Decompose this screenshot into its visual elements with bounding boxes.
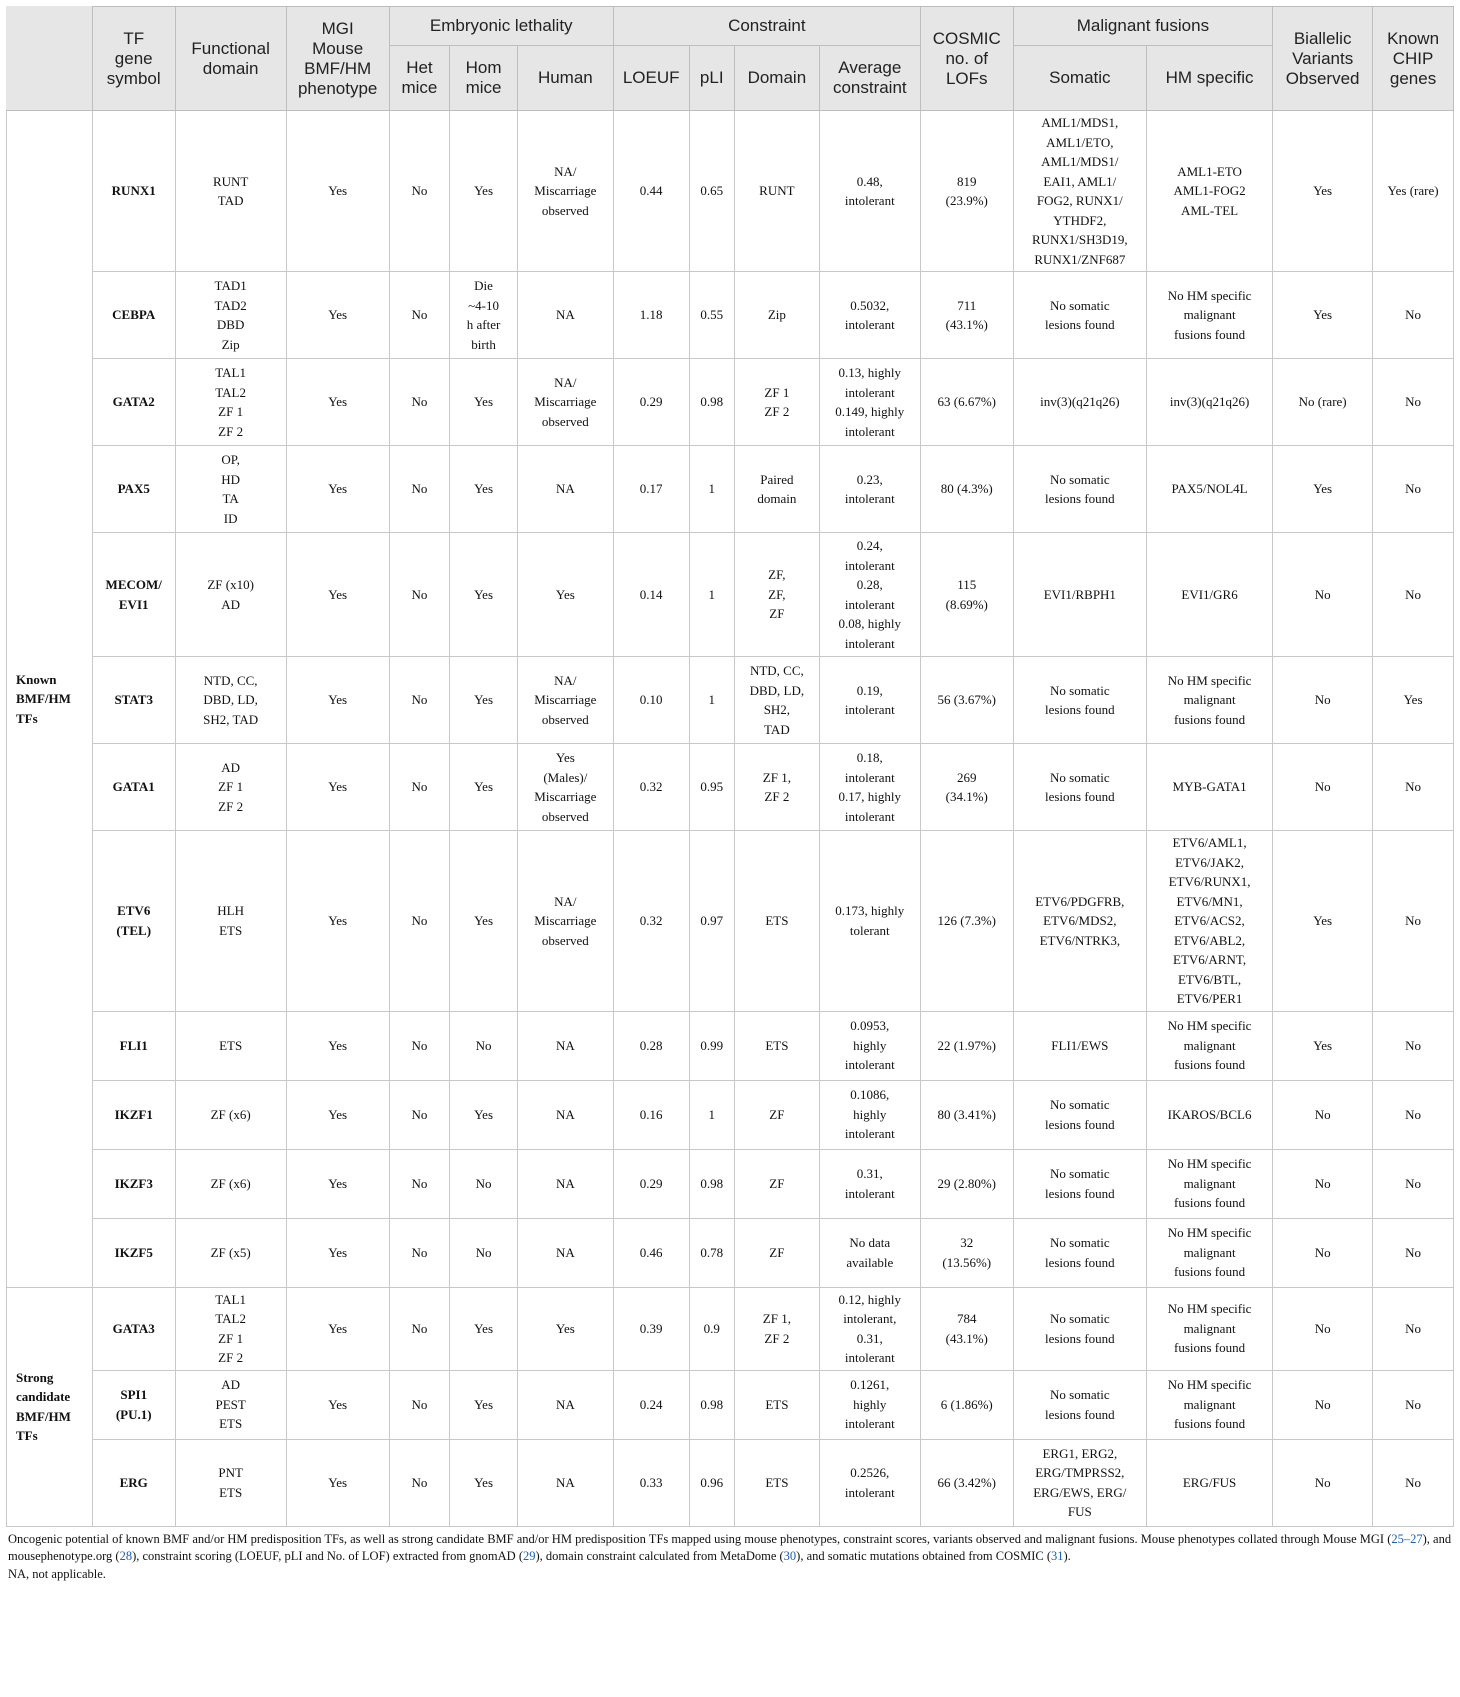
chip-cell: No: [1373, 533, 1454, 657]
chip-cell: Yes: [1373, 657, 1454, 744]
header-average-constraint: Average constraint: [819, 46, 920, 111]
footnote-ref-link[interactable]: 29: [522, 1549, 536, 1563]
hom-mice-cell: Yes: [450, 359, 518, 446]
biallelic-cell: No: [1273, 1439, 1373, 1526]
table-row: [7, 533, 1454, 657]
gene-cell: ERG: [92, 1439, 175, 1526]
pli-cell: 0.9: [689, 1287, 734, 1370]
average-constraint-cell: 0.2526, intolerant: [819, 1439, 920, 1526]
somatic-fusion-cell: No somatic lesions found: [1013, 1218, 1146, 1287]
chip-cell: No: [1373, 1149, 1454, 1218]
human-lethality-cell: NA: [517, 1218, 613, 1287]
cosmic-lof-cell: 711 (43.1%): [920, 272, 1013, 359]
human-lethality-cell: NA/ Miscarriage observed: [517, 359, 613, 446]
header-functional-domain: Functional domain: [175, 7, 286, 111]
cosmic-lof-cell: 66 (3.42%): [920, 1439, 1013, 1526]
header-pli: pLI: [689, 46, 734, 111]
human-lethality-cell: NA/ Miscarriage observed: [517, 831, 613, 1012]
hom-mice-cell: No: [450, 1149, 518, 1218]
footnote-ref-link[interactable]: 31: [1051, 1549, 1064, 1563]
mgi-phenotype-cell: Yes: [286, 1370, 389, 1439]
functional-domain-cell: RUNT TAD: [175, 111, 286, 272]
tf-table: [6, 6, 1454, 1527]
average-constraint-cell: 0.1261, highly intolerant: [819, 1370, 920, 1439]
mgi-phenotype-cell: Yes: [286, 446, 389, 533]
loeuf-cell: 0.32: [613, 744, 689, 831]
pli-cell: 1: [689, 446, 734, 533]
domain-cell: ETS: [734, 1011, 819, 1080]
het-mice-cell: No: [389, 1370, 450, 1439]
loeuf-cell: 0.28: [613, 1011, 689, 1080]
hm-specific-fusion-cell: No HM specific malignant fusions found: [1146, 1011, 1272, 1080]
hom-mice-cell: No: [450, 1218, 518, 1287]
header-cosmic: COSMIC no. of LOFs: [920, 7, 1013, 111]
mgi-phenotype-cell: Yes: [286, 272, 389, 359]
pli-cell: 1: [689, 657, 734, 744]
functional-domain-cell: ETS: [175, 1011, 286, 1080]
average-constraint-cell: 0.5032, intolerant: [819, 272, 920, 359]
het-mice-cell: No: [389, 1149, 450, 1218]
het-mice-cell: No: [389, 1011, 450, 1080]
average-constraint-cell: 0.48, intolerant: [819, 111, 920, 272]
somatic-fusion-cell: No somatic lesions found: [1013, 272, 1146, 359]
functional-domain-cell: ZF (x6): [175, 1080, 286, 1149]
het-mice-cell: No: [389, 657, 450, 744]
hm-specific-fusion-cell: AML1-ETO AML1-FOG2 AML-TEL: [1146, 111, 1272, 272]
group-label-known: Known BMF/HM TFs: [7, 111, 93, 1288]
somatic-fusion-cell: No somatic lesions found: [1013, 744, 1146, 831]
header-hm-specific: HM specific: [1146, 46, 1272, 111]
hom-mice-cell: Yes: [450, 657, 518, 744]
somatic-fusion-cell: No somatic lesions found: [1013, 1370, 1146, 1439]
domain-cell: ZF: [734, 1149, 819, 1218]
table-row: [7, 1370, 1454, 1439]
domain-cell: Zip: [734, 272, 819, 359]
chip-cell: Yes (rare): [1373, 111, 1454, 272]
average-constraint-cell: 0.19, intolerant: [819, 657, 920, 744]
biallelic-cell: Yes: [1273, 446, 1373, 533]
gene-cell: ETV6 (TEL): [92, 831, 175, 1012]
gene-cell: STAT3: [92, 657, 175, 744]
table-row: [7, 657, 1454, 744]
hom-mice-cell: Yes: [450, 831, 518, 1012]
hm-specific-fusion-cell: No HM specific malignant fusions found: [1146, 1370, 1272, 1439]
cosmic-lof-cell: 269 (34.1%): [920, 744, 1013, 831]
chip-cell: No: [1373, 446, 1454, 533]
functional-domain-cell: TAL1 TAL2 ZF 1 ZF 2: [175, 359, 286, 446]
domain-cell: ZF: [734, 1218, 819, 1287]
somatic-fusion-cell: No somatic lesions found: [1013, 657, 1146, 744]
somatic-fusion-cell: EVI1/RBPH1: [1013, 533, 1146, 657]
loeuf-cell: 0.10: [613, 657, 689, 744]
gene-cell: GATA1: [92, 744, 175, 831]
mgi-phenotype-cell: Yes: [286, 744, 389, 831]
domain-cell: ETS: [734, 1370, 819, 1439]
het-mice-cell: No: [389, 111, 450, 272]
domain-cell: ZF 1 ZF 2: [734, 359, 819, 446]
domain-cell: ETS: [734, 831, 819, 1012]
mgi-phenotype-cell: Yes: [286, 1149, 389, 1218]
header-constraint: Constraint: [613, 7, 920, 46]
hm-specific-fusion-cell: EVI1/GR6: [1146, 533, 1272, 657]
pli-cell: 1: [689, 1080, 734, 1149]
human-lethality-cell: NA: [517, 1370, 613, 1439]
hm-specific-fusion-cell: ERG/FUS: [1146, 1439, 1272, 1526]
functional-domain-cell: OP, HD TA ID: [175, 446, 286, 533]
het-mice-cell: No: [389, 359, 450, 446]
loeuf-cell: 1.18: [613, 272, 689, 359]
chip-cell: No: [1373, 831, 1454, 1012]
mgi-phenotype-cell: Yes: [286, 1080, 389, 1149]
mgi-phenotype-cell: Yes: [286, 1287, 389, 1370]
loeuf-cell: 0.14: [613, 533, 689, 657]
average-constraint-cell: 0.24, intolerant 0.28, intolerant 0.08, highly intolerant: [819, 533, 920, 657]
hom-mice-cell: Yes: [450, 446, 518, 533]
average-constraint-cell: 0.13, highly intolerant 0.149, highly intolerant: [819, 359, 920, 446]
group-label-strong-candidate: Strong candidate BMF/HM TFs: [7, 1287, 93, 1526]
biallelic-cell: No: [1273, 1370, 1373, 1439]
header-mgi: MGI Mouse BMF/HM phenotype: [286, 7, 389, 111]
somatic-fusion-cell: ETV6/PDGFRB, ETV6/MDS2, ETV6/NTRK3,: [1013, 831, 1146, 1012]
header-human: Human: [517, 46, 613, 111]
pli-cell: 0.97: [689, 831, 734, 1012]
hm-specific-fusion-cell: No HM specific malignant fusions found: [1146, 1218, 1272, 1287]
human-lethality-cell: NA: [517, 1080, 613, 1149]
hm-specific-fusion-cell: IKAROS/BCL6: [1146, 1080, 1272, 1149]
het-mice-cell: No: [389, 272, 450, 359]
pli-cell: 0.98: [689, 359, 734, 446]
table-row: [7, 272, 1454, 359]
somatic-fusion-cell: inv(3)(q21q26): [1013, 359, 1146, 446]
header-hom-mice: Hom mice: [450, 46, 518, 111]
human-lethality-cell: NA/ Miscarriage observed: [517, 111, 613, 272]
domain-cell: Paired domain: [734, 446, 819, 533]
average-constraint-cell: 0.1086, highly intolerant: [819, 1080, 920, 1149]
cosmic-lof-cell: 115 (8.69%): [920, 533, 1013, 657]
pli-cell: 0.55: [689, 272, 734, 359]
hom-mice-cell: Yes: [450, 1439, 518, 1526]
loeuf-cell: 0.17: [613, 446, 689, 533]
somatic-fusion-cell: AML1/MDS1, AML1/ETO, AML1/MDS1/ EAI1, AML1/ FOG2, RUNX1/ YTHDF2, RUNX1/SH3D19, RUNX1/ZNF687: [1013, 111, 1146, 272]
header-chip: Known CHIP genes: [1373, 7, 1454, 111]
somatic-fusion-cell: No somatic lesions found: [1013, 1080, 1146, 1149]
cosmic-lof-cell: 80 (3.41%): [920, 1080, 1013, 1149]
hm-specific-fusion-cell: MYB-GATA1: [1146, 744, 1272, 831]
hm-specific-fusion-cell: ETV6/AML1, ETV6/JAK2, ETV6/RUNX1, ETV6/MN1, ETV6/ACS2, ETV6/ABL2, ETV6/ARNT, ETV6/BTL, ETV6/PER1: [1146, 831, 1272, 1012]
gene-cell: FLI1: [92, 1011, 175, 1080]
chip-cell: No: [1373, 359, 1454, 446]
pli-cell: 0.96: [689, 1439, 734, 1526]
table-row: [7, 744, 1454, 831]
gene-cell: IKZF5: [92, 1218, 175, 1287]
average-constraint-cell: 0.31, intolerant: [819, 1149, 920, 1218]
biallelic-cell: No: [1273, 1287, 1373, 1370]
biallelic-cell: No: [1273, 1149, 1373, 1218]
average-constraint-cell: 0.23, intolerant: [819, 446, 920, 533]
functional-domain-cell: PNT ETS: [175, 1439, 286, 1526]
mgi-phenotype-cell: Yes: [286, 657, 389, 744]
het-mice-cell: No: [389, 1218, 450, 1287]
biallelic-cell: No (rare): [1273, 359, 1373, 446]
biallelic-cell: No: [1273, 1218, 1373, 1287]
header-het-mice: Het mice: [389, 46, 450, 111]
header-somatic: Somatic: [1013, 46, 1146, 111]
hom-mice-cell: Yes: [450, 744, 518, 831]
gene-cell: IKZF1: [92, 1080, 175, 1149]
table-footnote: [6, 1531, 1454, 1584]
human-lethality-cell: NA: [517, 272, 613, 359]
chip-cell: No: [1373, 1080, 1454, 1149]
functional-domain-cell: NTD, CC, DBD, LD, SH2, TAD: [175, 657, 286, 744]
somatic-fusion-cell: ERG1, ERG2, ERG/TMPRSS2, ERG/EWS, ERG/ FUS: [1013, 1439, 1146, 1526]
biallelic-cell: No: [1273, 657, 1373, 744]
hm-specific-fusion-cell: PAX5/NOL4L: [1146, 446, 1272, 533]
chip-cell: No: [1373, 1218, 1454, 1287]
gene-cell: PAX5: [92, 446, 175, 533]
somatic-fusion-cell: FLI1/EWS: [1013, 1011, 1146, 1080]
human-lethality-cell: Yes: [517, 1287, 613, 1370]
het-mice-cell: No: [389, 1439, 450, 1526]
functional-domain-cell: ZF (x5): [175, 1218, 286, 1287]
hom-mice-cell: Yes: [450, 1370, 518, 1439]
human-lethality-cell: NA: [517, 446, 613, 533]
mgi-phenotype-cell: Yes: [286, 1218, 389, 1287]
mgi-phenotype-cell: Yes: [286, 111, 389, 272]
human-lethality-cell: NA: [517, 1149, 613, 1218]
gene-cell: CEBPA: [92, 272, 175, 359]
functional-domain-cell: TAD1 TAD2 DBD Zip: [175, 272, 286, 359]
header-biallelic: Biallelic Variants Observed: [1273, 7, 1373, 111]
table-row: [7, 1287, 1454, 1370]
table-row: [7, 1218, 1454, 1287]
pli-cell: 0.99: [689, 1011, 734, 1080]
table-row: [7, 831, 1454, 1012]
het-mice-cell: No: [389, 533, 450, 657]
pli-cell: 0.78: [689, 1218, 734, 1287]
loeuf-cell: 0.39: [613, 1287, 689, 1370]
domain-cell: ZF, ZF, ZF: [734, 533, 819, 657]
somatic-fusion-cell: No somatic lesions found: [1013, 1287, 1146, 1370]
table-row: [7, 446, 1454, 533]
domain-cell: NTD, CC, DBD, LD, SH2, TAD: [734, 657, 819, 744]
loeuf-cell: 0.29: [613, 359, 689, 446]
hom-mice-cell: Yes: [450, 111, 518, 272]
table-container: [6, 6, 1454, 1583]
domain-cell: RUNT: [734, 111, 819, 272]
functional-domain-cell: AD ZF 1 ZF 2: [175, 744, 286, 831]
chip-cell: No: [1373, 744, 1454, 831]
cosmic-lof-cell: 63 (6.67%): [920, 359, 1013, 446]
cosmic-lof-cell: 784 (43.1%): [920, 1287, 1013, 1370]
hm-specific-fusion-cell: No HM specific malignant fusions found: [1146, 1149, 1272, 1218]
biallelic-cell: No: [1273, 1080, 1373, 1149]
average-constraint-cell: 0.18, intolerant 0.17, highly intolerant: [819, 744, 920, 831]
chip-cell: No: [1373, 272, 1454, 359]
average-constraint-cell: 0.173, highly tolerant: [819, 831, 920, 1012]
table-row: [7, 359, 1454, 446]
cosmic-lof-cell: 22 (1.97%): [920, 1011, 1013, 1080]
biallelic-cell: Yes: [1273, 111, 1373, 272]
chip-cell: No: [1373, 1439, 1454, 1526]
footnote-abbreviation: NA, not applicable.: [8, 1566, 106, 1581]
hom-mice-cell: Die ~4-10 h after birth: [450, 272, 518, 359]
loeuf-cell: 0.44: [613, 111, 689, 272]
hm-specific-fusion-cell: No HM specific malignant fusions found: [1146, 1287, 1272, 1370]
footnote-ref-link[interactable]: 30: [783, 1549, 797, 1563]
het-mice-cell: No: [389, 831, 450, 1012]
cosmic-lof-cell: 56 (3.67%): [920, 657, 1013, 744]
hm-specific-fusion-cell: No HM specific malignant fusions found: [1146, 272, 1272, 359]
pli-cell: 0.98: [689, 1370, 734, 1439]
table-row: [7, 1149, 1454, 1218]
mgi-phenotype-cell: Yes: [286, 831, 389, 1012]
gene-cell: SPI1 (PU.1): [92, 1370, 175, 1439]
header-domain: Domain: [734, 46, 819, 111]
domain-cell: ZF 1, ZF 2: [734, 1287, 819, 1370]
functional-domain-cell: TAL1 TAL2 ZF 1 ZF 2: [175, 1287, 286, 1370]
somatic-fusion-cell: No somatic lesions found: [1013, 446, 1146, 533]
pli-cell: 0.65: [689, 111, 734, 272]
biallelic-cell: Yes: [1273, 272, 1373, 359]
cosmic-lof-cell: 819 (23.9%): [920, 111, 1013, 272]
loeuf-cell: 0.24: [613, 1370, 689, 1439]
hom-mice-cell: No: [450, 1011, 518, 1080]
mgi-phenotype-cell: Yes: [286, 1011, 389, 1080]
functional-domain-cell: ZF (x10) AD: [175, 533, 286, 657]
het-mice-cell: No: [389, 446, 450, 533]
human-lethality-cell: Yes (Males)/ Miscarriage observed: [517, 744, 613, 831]
somatic-fusion-cell: No somatic lesions found: [1013, 1149, 1146, 1218]
hom-mice-cell: Yes: [450, 1080, 518, 1149]
mgi-phenotype-cell: Yes: [286, 533, 389, 657]
pli-cell: 0.95: [689, 744, 734, 831]
pli-cell: 1: [689, 533, 734, 657]
human-lethality-cell: NA/ Miscarriage observed: [517, 657, 613, 744]
mgi-phenotype-cell: Yes: [286, 1439, 389, 1526]
gene-cell: GATA2: [92, 359, 175, 446]
chip-cell: No: [1373, 1370, 1454, 1439]
cosmic-lof-cell: 32 (13.56%): [920, 1218, 1013, 1287]
pli-cell: 0.98: [689, 1149, 734, 1218]
average-constraint-cell: No data available: [819, 1218, 920, 1287]
biallelic-cell: Yes: [1273, 831, 1373, 1012]
table-row: [7, 1080, 1454, 1149]
average-constraint-cell: 0.0953, highly intolerant: [819, 1011, 920, 1080]
hm-specific-fusion-cell: No HM specific malignant fusions found: [1146, 657, 1272, 744]
loeuf-cell: 0.16: [613, 1080, 689, 1149]
loeuf-cell: 0.46: [613, 1218, 689, 1287]
cosmic-lof-cell: 6 (1.86%): [920, 1370, 1013, 1439]
human-lethality-cell: NA: [517, 1439, 613, 1526]
gene-cell: MECOM/ EVI1: [92, 533, 175, 657]
hm-specific-fusion-cell: inv(3)(q21q26): [1146, 359, 1272, 446]
footnote-ref-link[interactable]: 25–27: [1391, 1531, 1423, 1546]
average-constraint-cell: 0.12, highly intolerant, 0.31, intolerant: [819, 1287, 920, 1370]
het-mice-cell: No: [389, 1287, 450, 1370]
mgi-phenotype-cell: Yes: [286, 359, 389, 446]
domain-cell: ZF: [734, 1080, 819, 1149]
cosmic-lof-cell: 126 (7.3%): [920, 831, 1013, 1012]
human-lethality-cell: Yes: [517, 533, 613, 657]
loeuf-cell: 0.32: [613, 831, 689, 1012]
gene-cell: GATA3: [92, 1287, 175, 1370]
table-row: [7, 1011, 1454, 1080]
domain-cell: ZF 1, ZF 2: [734, 744, 819, 831]
cosmic-lof-cell: 29 (2.80%): [920, 1149, 1013, 1218]
biallelic-cell: No: [1273, 744, 1373, 831]
loeuf-cell: 0.33: [613, 1439, 689, 1526]
chip-cell: No: [1373, 1011, 1454, 1080]
chip-cell: No: [1373, 1287, 1454, 1370]
functional-domain-cell: AD PEST ETS: [175, 1370, 286, 1439]
functional-domain-cell: HLH ETS: [175, 831, 286, 1012]
footnote-ref-link[interactable]: 28: [119, 1549, 133, 1563]
header-embryonic-lethality: Embryonic lethality: [389, 7, 613, 46]
cosmic-lof-cell: 80 (4.3%): [920, 446, 1013, 533]
loeuf-cell: 0.29: [613, 1149, 689, 1218]
gene-cell: IKZF3: [92, 1149, 175, 1218]
header-loeuf: LOEUF: [613, 46, 689, 111]
het-mice-cell: No: [389, 744, 450, 831]
biallelic-cell: Yes: [1273, 1011, 1373, 1080]
het-mice-cell: No: [389, 1080, 450, 1149]
functional-domain-cell: ZF (x6): [175, 1149, 286, 1218]
table-row: [7, 111, 1454, 272]
biallelic-cell: No: [1273, 533, 1373, 657]
hom-mice-cell: Yes: [450, 1287, 518, 1370]
footnote-description: Oncogenic potential of known BMF and/or HM predisposition TFs, as well as strong candidate BMF and/or HM predisposition TFs mapped using mouse phenotypes, constraint scores, variants observed and malignant fusions. Mouse phenotypes collated through Mouse MGI (25–27), and mousephenotype.org (28), constraint scoring (LOEUF, pLI and No. of LOF) extracted from gnomAD (29), domain constraint calculated from MetaDome (30), and somatic mutations obtained from COSMIC (31).: [8, 1531, 1452, 1563]
domain-cell: ETS: [734, 1439, 819, 1526]
hom-mice-cell: Yes: [450, 533, 518, 657]
header-tf-gene-symbol: TF gene symbol: [92, 7, 175, 111]
gene-cell: RUNX1: [92, 111, 175, 272]
header-malignant-fusions: Malignant fusions: [1013, 7, 1272, 46]
table-row: [7, 1439, 1454, 1526]
human-lethality-cell: NA: [517, 1011, 613, 1080]
